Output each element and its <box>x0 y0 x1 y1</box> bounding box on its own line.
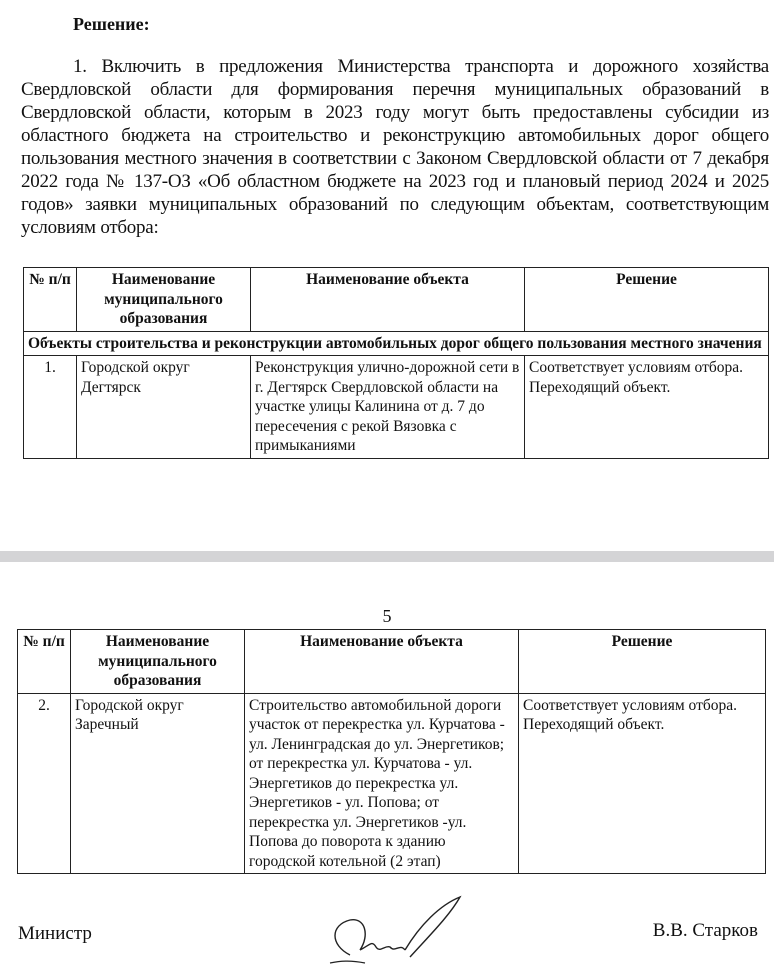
row-municipality: Городской округ Дегтярск <box>77 356 251 459</box>
decision-paragraph <box>21 55 769 239</box>
header-decision: Решение <box>519 630 766 694</box>
decision-paragraph-text: 1. Включить в предложения Министерства транспорта и дорожного хозяйства Свердловской области для формирования перечня муниципальных образований в Свердловской области, которым в 2023 году могут быть предоставлены субсидии из областного бюджета на строительство и реконструкцию автомобильных дорог общего пользования местного значения в соответствии с Законом Свердловской области от 7 декабря 2022 года № 137-ОЗ «Об областном бюджете на 2023 год и плановый период 2024 и 2025 годов» заявки муниципальных образований по следующим объектам, соответствующим условиям отбора: <box>21 56 769 238</box>
table-header-row <box>18 630 766 694</box>
row-object: Строительство автомобильной дороги участок от перекрестка ул. Курчатова - ул. Ленинградская до ул. Энергетиков; от перекрестка ул. Курчатова - ул. Энергетиков до перекрестка ул. Энергетиков - ул. Попова; от перекрестка ул. Энергетиков -ул. Попова до поворота к зданию городской котельной (2 этап) <box>245 693 519 874</box>
objects-table-part-2 <box>17 629 766 874</box>
row-num: 1. <box>24 356 77 459</box>
header-object: Наименование объекта <box>251 268 525 332</box>
header-decision: Решение <box>525 268 769 332</box>
objects-table-part-1 <box>23 267 769 459</box>
table-row <box>18 693 766 874</box>
header-num: № п/п <box>18 630 71 694</box>
row-object: Реконструкция улично-дорожной сети в г. Дегтярск Свердловской области на участке улицы Калинина от д. 7 до пересечения с рекой Вязовка с примыканиями <box>251 356 525 459</box>
row-num: 2. <box>18 693 71 874</box>
row-decision: Соответствует условиям отбора. Переходящий объект. <box>525 356 769 459</box>
page-separator <box>0 551 774 562</box>
header-municipality: Наименование муниципального образования <box>71 630 245 694</box>
row-municipality: Городской округ Заречный <box>71 693 245 874</box>
signature-icon <box>310 895 470 965</box>
section-title: Объекты строительства и реконструкции автомобильных дорог общего пользования местного значения <box>24 331 769 356</box>
decision-heading: Решение: <box>73 14 150 34</box>
row-decision: Соответствует условиям отбора. Переходящий объект. <box>519 693 766 874</box>
header-object: Наименование объекта <box>245 630 519 694</box>
table-header-row <box>24 268 769 332</box>
page-number: 5 <box>382 606 392 626</box>
header-num: № п/п <box>24 268 77 332</box>
table-section-row <box>24 331 769 356</box>
signer-name: В.В. Старков <box>652 920 758 941</box>
header-municipality: Наименование муниципального образования <box>77 268 251 332</box>
signer-title: Министр <box>18 923 92 944</box>
table-row <box>24 356 769 459</box>
